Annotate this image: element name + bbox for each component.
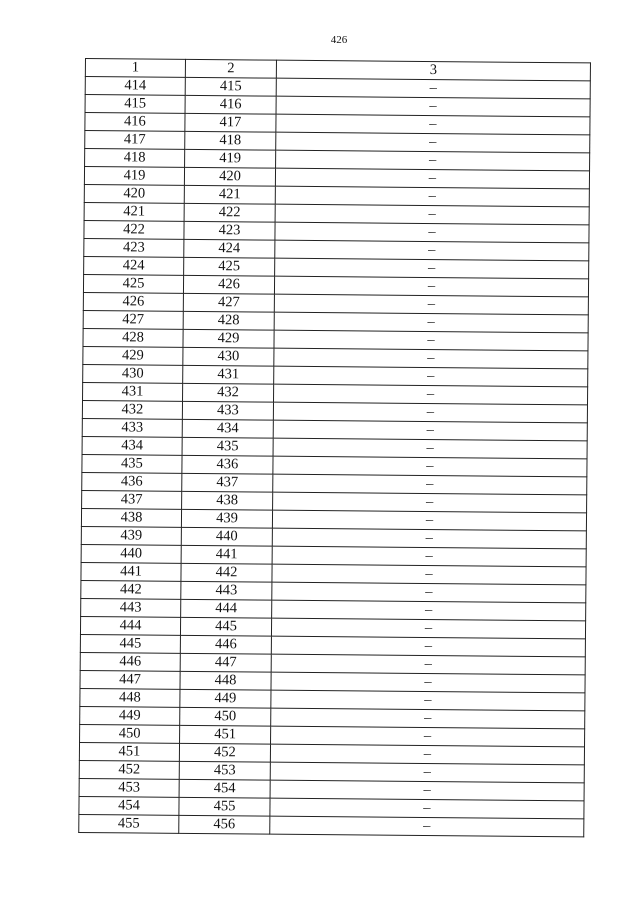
table-body bbox=[79, 77, 591, 837]
table-cell-col-2: 444 bbox=[181, 599, 272, 618]
table-cell-col-1: 418 bbox=[85, 149, 185, 168]
table-cell-col-3: – bbox=[274, 294, 588, 315]
table-cell-col-1: 439 bbox=[81, 526, 181, 545]
table-cell-col-1: 442 bbox=[81, 580, 181, 599]
table-cell-col-3: – bbox=[276, 96, 590, 117]
table-cell-col-1: 452 bbox=[79, 760, 179, 779]
table-cell-col-1: 415 bbox=[85, 95, 185, 114]
table-cell-col-1: 449 bbox=[80, 706, 180, 725]
table-cell-col-1: 436 bbox=[82, 472, 182, 491]
table-cell-col-3: – bbox=[272, 510, 586, 531]
table-cell-col-3: – bbox=[276, 132, 590, 153]
table-cell-col-3: – bbox=[274, 312, 588, 333]
table-cell-col-1: 420 bbox=[84, 184, 184, 203]
table-cell-col-3: – bbox=[271, 636, 585, 657]
table-cell-col-1: 444 bbox=[80, 616, 180, 635]
table-cell-col-1: 421 bbox=[84, 202, 184, 221]
table-cell-col-3: – bbox=[274, 276, 588, 297]
table-cell-col-3: – bbox=[276, 78, 590, 99]
table-cell-col-2: 456 bbox=[179, 815, 270, 834]
table-cell-col-3: – bbox=[272, 582, 586, 603]
table-cell-col-2: 430 bbox=[183, 347, 274, 366]
table-cell-col-2: 426 bbox=[183, 275, 274, 294]
table-cell-col-1: 448 bbox=[80, 688, 180, 707]
table-cell-col-1: 445 bbox=[80, 634, 180, 653]
table-cell-col-3: – bbox=[273, 492, 587, 513]
table-cell-col-3: – bbox=[271, 654, 585, 675]
table-row bbox=[79, 814, 584, 836]
table-cell-col-2: 431 bbox=[183, 365, 274, 384]
table-cell-col-1: 427 bbox=[83, 310, 183, 329]
table-cell-col-2: 424 bbox=[184, 239, 275, 258]
table-cell-col-3: – bbox=[274, 330, 588, 351]
page-number: 426 bbox=[330, 34, 348, 46]
table-cell-col-3: – bbox=[270, 816, 584, 837]
table-cell-col-2: 443 bbox=[181, 581, 272, 600]
table-cell-col-2: 416 bbox=[185, 95, 276, 114]
table-cell-col-3: – bbox=[271, 690, 585, 711]
table-container bbox=[78, 58, 590, 837]
table-cell-col-3: – bbox=[275, 186, 589, 207]
table-cell-col-1: 447 bbox=[80, 670, 180, 689]
table-cell-col-1: 455 bbox=[79, 814, 179, 833]
table-cell-col-3: – bbox=[274, 384, 588, 405]
table-cell-col-3: – bbox=[273, 420, 587, 441]
table-cell-col-3: – bbox=[275, 222, 589, 243]
table-cell-col-3: – bbox=[273, 402, 587, 423]
table-cell-col-2: 434 bbox=[182, 419, 273, 438]
table-cell-col-2: 435 bbox=[182, 437, 273, 456]
table-cell-col-3: – bbox=[270, 744, 584, 765]
table-cell-col-2: 454 bbox=[179, 779, 270, 798]
table-cell-col-1: 435 bbox=[82, 454, 182, 473]
table-cell-col-2: 452 bbox=[179, 743, 270, 762]
table-cell-col-3: – bbox=[270, 780, 584, 801]
table-cell-col-3: – bbox=[272, 546, 586, 567]
table-cell-col-3: – bbox=[273, 456, 587, 477]
table-cell-col-2: 441 bbox=[181, 545, 272, 564]
table-cell-col-2: 447 bbox=[180, 653, 271, 672]
table-cell-col-2: 439 bbox=[181, 509, 272, 528]
table-cell-col-2: 451 bbox=[180, 725, 271, 744]
table-cell-col-3: – bbox=[272, 600, 586, 621]
table-cell-col-3: – bbox=[274, 366, 588, 387]
table-cell-col-3: – bbox=[275, 258, 589, 279]
table-cell-col-3: – bbox=[271, 672, 585, 693]
table-cell-col-3: – bbox=[271, 708, 585, 729]
table-cell-col-3: – bbox=[270, 762, 584, 783]
table-cell-col-3: – bbox=[272, 564, 586, 585]
table-cell-col-1: 451 bbox=[79, 742, 179, 761]
table-cell-col-2: 421 bbox=[184, 185, 275, 204]
table-cell-col-3: – bbox=[272, 528, 586, 549]
table-cell-col-2: 420 bbox=[184, 167, 275, 186]
table-cell-col-2: 422 bbox=[184, 203, 275, 222]
table-cell-col-2: 433 bbox=[182, 401, 273, 420]
table-cell-col-2: 425 bbox=[184, 257, 275, 276]
table-cell-col-1: 419 bbox=[84, 167, 184, 186]
table-cell-col-2: 453 bbox=[179, 761, 270, 780]
table-cell-col-1: 424 bbox=[84, 256, 184, 275]
table-cell-col-3: – bbox=[275, 204, 589, 225]
table-cell-col-2: 450 bbox=[180, 707, 271, 726]
table-cell-col-2: 436 bbox=[182, 455, 273, 474]
table-cell-col-1: 428 bbox=[83, 328, 183, 347]
table-cell-col-3: – bbox=[271, 726, 585, 747]
table-cell-col-1: 450 bbox=[80, 724, 180, 743]
table-cell-col-1: 437 bbox=[82, 490, 182, 509]
table-cell-col-1: 425 bbox=[83, 274, 183, 293]
table-cell-col-3: – bbox=[271, 618, 585, 639]
table-cell-col-1: 432 bbox=[82, 400, 182, 419]
table-cell-col-1: 434 bbox=[82, 436, 182, 455]
table-cell-col-2: 417 bbox=[185, 113, 276, 132]
table-cell-col-2: 449 bbox=[180, 689, 271, 708]
table-cell-col-2: 432 bbox=[183, 383, 274, 402]
table-cell-col-1: 414 bbox=[85, 77, 185, 96]
table-cell-col-2: 445 bbox=[180, 617, 271, 636]
table-cell-col-1: 426 bbox=[83, 292, 183, 311]
table-cell-col-3: – bbox=[276, 114, 590, 135]
table-cell-col-2: 438 bbox=[182, 491, 273, 510]
table-cell-col-1: 431 bbox=[83, 382, 183, 401]
table-cell-col-2: 427 bbox=[183, 293, 274, 312]
table-cell-col-3: – bbox=[273, 474, 587, 495]
table-cell-col-2: 428 bbox=[183, 311, 274, 330]
table-cell-col-3: – bbox=[273, 438, 587, 459]
column-header-1: 1 bbox=[85, 59, 185, 78]
table-cell-col-1: 416 bbox=[85, 113, 185, 132]
table-cell-col-3: – bbox=[275, 168, 589, 189]
table-cell-col-1: 430 bbox=[83, 364, 183, 383]
table-cell-col-1: 433 bbox=[82, 418, 182, 437]
table-cell-col-1: 422 bbox=[84, 220, 184, 239]
table-cell-col-3: – bbox=[274, 348, 588, 369]
table-cell-col-3: – bbox=[275, 240, 589, 261]
table-cell-col-2: 440 bbox=[181, 527, 272, 546]
table-cell-col-2: 448 bbox=[180, 671, 271, 690]
column-header-2: 2 bbox=[185, 59, 276, 78]
table-cell-col-2: 415 bbox=[185, 77, 276, 96]
data-table bbox=[78, 58, 591, 837]
table-cell-col-1: 446 bbox=[80, 652, 180, 671]
table-cell-col-2: 418 bbox=[185, 131, 276, 150]
table-cell-col-2: 423 bbox=[184, 221, 275, 240]
table-cell-col-2: 455 bbox=[179, 797, 270, 816]
table-cell-col-2: 437 bbox=[182, 473, 273, 492]
table-cell-col-1: 438 bbox=[81, 508, 181, 527]
table-cell-col-1: 454 bbox=[79, 796, 179, 815]
table-cell-col-3: – bbox=[276, 150, 590, 171]
table-cell-col-1: 440 bbox=[81, 544, 181, 563]
table-cell-col-1: 429 bbox=[83, 346, 183, 365]
table-cell-col-2: 442 bbox=[181, 563, 272, 582]
table-cell-col-1: 417 bbox=[85, 131, 185, 150]
table-cell-col-1: 443 bbox=[81, 598, 181, 617]
table-cell-col-2: 419 bbox=[185, 149, 276, 168]
table-cell-col-1: 441 bbox=[81, 562, 181, 581]
table-cell-col-2: 429 bbox=[183, 329, 274, 348]
table-cell-col-1: 453 bbox=[79, 778, 179, 797]
table-cell-col-3: – bbox=[270, 798, 584, 819]
table-cell-col-2: 446 bbox=[180, 635, 271, 654]
column-header-3: 3 bbox=[276, 60, 590, 81]
table-cell-col-1: 423 bbox=[84, 238, 184, 257]
